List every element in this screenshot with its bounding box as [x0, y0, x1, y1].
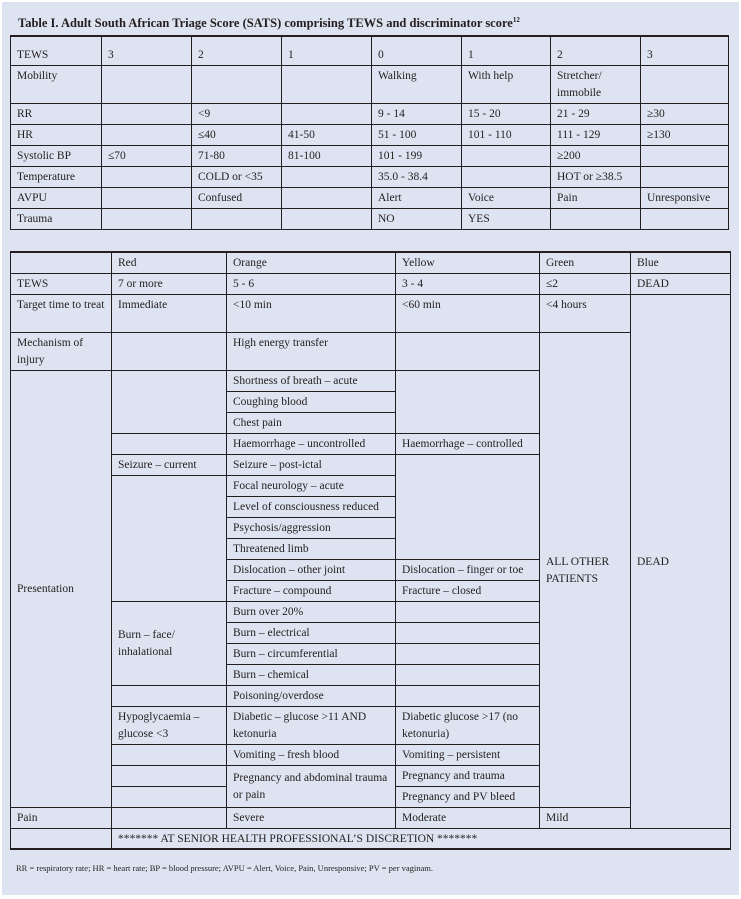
cell — [11, 828, 112, 849]
cell: Confused — [192, 187, 282, 208]
table-row — [11, 166, 729, 187]
cell: Pain — [551, 187, 641, 208]
cell — [112, 370, 227, 433]
cell: YES — [462, 208, 551, 229]
cell: ≥30 — [641, 103, 729, 124]
cell: 101 - 199 — [372, 145, 462, 166]
cell: COLD or <35 — [192, 166, 282, 187]
cell — [396, 685, 540, 706]
cell — [396, 332, 540, 370]
row-label: TEWS — [11, 36, 102, 65]
cell — [192, 65, 282, 103]
cell — [396, 454, 540, 559]
cell — [396, 643, 540, 664]
title-text: Table I. Adult South African Triage Score (SATS) comprising TEWS and discriminator score — [18, 16, 513, 31]
cell — [396, 622, 540, 643]
cell: Poisoning/overdose — [227, 685, 396, 706]
cell — [641, 208, 729, 229]
cell — [282, 103, 372, 124]
header-green: Green — [540, 252, 631, 273]
table-row — [11, 65, 729, 103]
cell: <60 min — [396, 294, 540, 332]
cell: Threatened limb — [227, 538, 396, 559]
cell: 81-100 — [282, 145, 372, 166]
cell: With help — [462, 65, 551, 103]
cell: 3 — [102, 36, 192, 65]
cell: Burn – circumferential — [227, 643, 396, 664]
cell: 1 — [282, 36, 372, 65]
row-label: Presentation — [11, 370, 112, 807]
cell: 7 or more — [112, 273, 227, 294]
cell: Dislocation – other joint — [227, 559, 396, 580]
cell: 5 - 6 — [227, 273, 396, 294]
cell: Focal neurology – acute — [227, 475, 396, 496]
cell: Alert — [372, 187, 462, 208]
cell: 15 - 20 — [462, 103, 551, 124]
cell: ≥130 — [641, 124, 729, 145]
table-row — [11, 252, 731, 273]
title-reference: 12 — [512, 16, 520, 24]
cell — [112, 744, 227, 765]
cell: DEAD — [631, 273, 731, 294]
cell: Burn – electrical — [227, 622, 396, 643]
cell: Burn – chemical — [227, 664, 396, 685]
cell — [102, 103, 192, 124]
cell: 1 — [462, 36, 551, 65]
cell: <4 hours — [540, 294, 631, 332]
header-orange: Orange — [227, 252, 396, 273]
cell: <10 min — [227, 294, 396, 332]
cell — [282, 65, 372, 103]
cell — [112, 786, 227, 807]
row-label: RR — [11, 103, 102, 124]
table-row — [11, 332, 731, 370]
cell: 9 - 14 — [372, 103, 462, 124]
cell: ≤40 — [192, 124, 282, 145]
cell: Severe — [227, 807, 396, 828]
cell — [102, 124, 192, 145]
cell — [112, 685, 227, 706]
table-row — [11, 828, 731, 849]
cell: Coughing blood — [227, 391, 396, 412]
cell: 101 - 110 — [462, 124, 551, 145]
cell: Haemorrhage – uncontrolled — [227, 433, 396, 454]
cell: Burn over 20% — [227, 601, 396, 622]
cell — [641, 65, 729, 103]
table-title — [18, 16, 520, 31]
cell: 3 - 4 — [396, 273, 540, 294]
footnote: RR = respiratory rate; HR = heart rate; BP = blood pressure; AVPU = Alert, Voice, Pain, Unresponsive; PV = per vaginam. — [16, 863, 434, 873]
cell — [462, 166, 551, 187]
cell — [282, 208, 372, 229]
cell: Moderate — [396, 807, 540, 828]
table-row — [11, 36, 729, 65]
cell — [396, 370, 540, 433]
cell: Pregnancy and PV bleed — [396, 786, 540, 807]
cell — [112, 433, 227, 454]
green-all-other-cell: ALL OTHER PATIENTS — [540, 332, 631, 807]
cell — [282, 187, 372, 208]
cell: 21 - 29 — [551, 103, 641, 124]
row-label: AVPU — [11, 187, 102, 208]
cell: Vomiting – fresh blood — [227, 744, 396, 765]
cell: HOT or ≥38.5 — [551, 166, 641, 187]
cell — [641, 166, 729, 187]
cell: 111 - 129 — [551, 124, 641, 145]
cell: NO — [372, 208, 462, 229]
cell — [112, 765, 227, 786]
cell: Haemorrhage – controlled — [396, 433, 540, 454]
cell: Dislocation – finger or toe — [396, 559, 540, 580]
cell: Seizure – post-ictal — [227, 454, 396, 475]
table-row — [11, 145, 729, 166]
cell: 41-50 — [282, 124, 372, 145]
discretion-note: ******* AT SENIOR HEALTH PROFESSIONAL’S DISCRETION ******* — [112, 828, 731, 849]
table-row — [11, 294, 731, 332]
row-label: Target time to treat — [11, 294, 112, 332]
cell — [462, 145, 551, 166]
row-label: HR — [11, 124, 102, 145]
cell: Psychosis/aggression — [227, 517, 396, 538]
cell: 2 — [192, 36, 282, 65]
cell: Voice — [462, 187, 551, 208]
table-row — [11, 103, 729, 124]
cell: Stretcher/ immobile — [551, 65, 641, 103]
cell — [112, 807, 227, 828]
cell: 2 — [551, 36, 641, 65]
cell: Pregnancy and abdominal trauma or pain — [227, 765, 396, 807]
cell: Chest pain — [227, 412, 396, 433]
cell — [192, 208, 282, 229]
header-blue: Blue — [631, 252, 731, 273]
table-row — [11, 187, 729, 208]
row-label: Mechanism of injury — [11, 332, 112, 370]
row-label: Mobility — [11, 65, 102, 103]
row-label: Trauma — [11, 208, 102, 229]
table-row — [11, 807, 731, 828]
cell: Diabetic – glucose >11 AND ketonuria — [227, 706, 396, 744]
cell: <9 — [192, 103, 282, 124]
cell: Burn – face/ inhalational — [112, 601, 227, 685]
header-yellow: Yellow — [396, 252, 540, 273]
cell — [102, 166, 192, 187]
header-red: Red — [112, 252, 227, 273]
cell — [396, 601, 540, 622]
cell: 35.0 - 38.4 — [372, 166, 462, 187]
cell: 3 — [641, 36, 729, 65]
table-row — [11, 124, 729, 145]
cell — [396, 664, 540, 685]
row-label: TEWS — [11, 273, 112, 294]
cell: Hypoglycaemia – glucose <3 — [112, 706, 227, 744]
row-label: Systolic BP — [11, 145, 102, 166]
cell: Immediate — [112, 294, 227, 332]
cell — [102, 208, 192, 229]
cell: Walking — [372, 65, 462, 103]
cell — [102, 187, 192, 208]
row-label: Pain — [11, 807, 112, 828]
cell — [102, 65, 192, 103]
tews-table — [10, 35, 729, 230]
cell — [641, 145, 729, 166]
triage-table — [10, 251, 731, 850]
table-row — [11, 273, 731, 294]
cell: ≥200 — [551, 145, 641, 166]
cell: Pregnancy and trauma — [396, 765, 540, 786]
cell: 71-80 — [192, 145, 282, 166]
cell — [551, 208, 641, 229]
row-label: Temperature — [11, 166, 102, 187]
table-row — [11, 208, 729, 229]
cell: 51 - 100 — [372, 124, 462, 145]
cell: Seizure – current — [112, 454, 227, 475]
cell: Level of consciousness reduced — [227, 496, 396, 517]
header-empty — [11, 252, 112, 273]
cell: Fracture – closed — [396, 580, 540, 601]
cell: Mild — [540, 807, 631, 828]
cell: Diabetic glucose >17 (no ketonuria) — [396, 706, 540, 744]
blue-dead-cell: DEAD — [631, 294, 731, 828]
cell: Unresponsive — [641, 187, 729, 208]
cell: ≤2 — [540, 273, 631, 294]
cell: Fracture – compound — [227, 580, 396, 601]
cell — [112, 475, 227, 601]
cell — [112, 332, 227, 370]
cell: ≤70 — [102, 145, 192, 166]
cell: Vomiting – persistent — [396, 744, 540, 765]
cell: 0 — [372, 36, 462, 65]
cell — [282, 166, 372, 187]
cell: High energy transfer — [227, 332, 396, 370]
cell: Shortness of breath – acute — [227, 370, 396, 391]
